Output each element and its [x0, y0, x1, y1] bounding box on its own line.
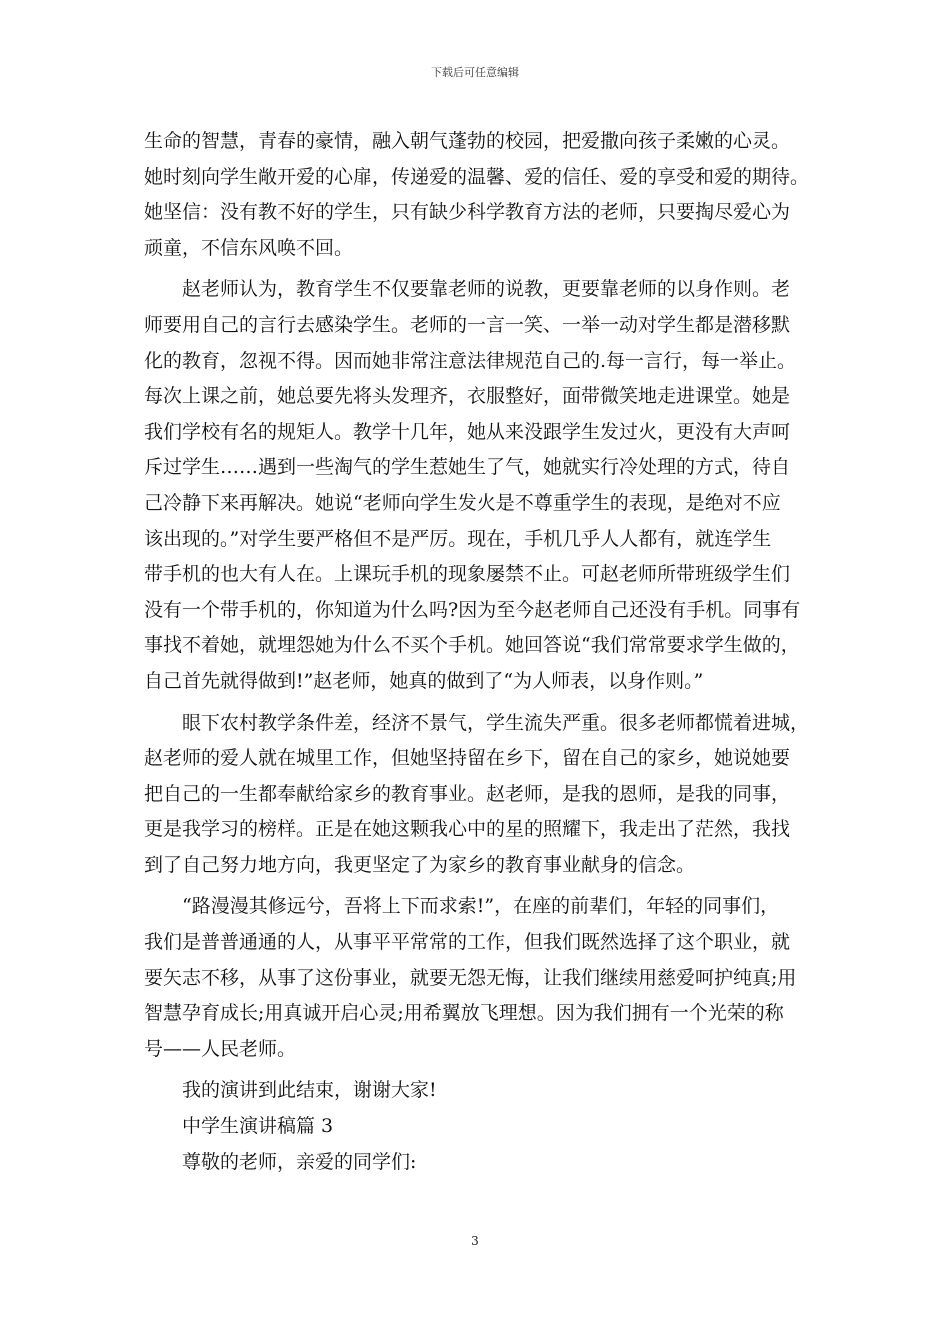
text-line: 她时刻向学生敞开爱的心扉，传递爱的温馨、爱的信任、爱的享受和爱的期待。	[144, 165, 810, 188]
text-line: 事找不着她，就埋怨她为什么不买个手机。她回答说“我们常常要求学生做的，	[144, 634, 800, 657]
page-number: 3	[471, 1234, 479, 1248]
text-line: 斥过学生……遇到一些淘气的学生惹她生了气，她就实行冷处理的方式，待自	[144, 456, 791, 479]
text-line: 到了自己努力地方向，我更坚定了为家乡的教育事业献身的信念。	[144, 853, 696, 876]
text-line: 己冷静下来再解决。她说“老师向学生发火是不尊重学生的表现，是绝对不应	[144, 491, 781, 514]
text-line: 自己首先就得做到!”赵老师，她真的做到了“为人师表，以身作则。”	[144, 669, 704, 692]
page-header: 下载后可任意编辑	[431, 66, 519, 79]
text-line: 把自己的一生都奉献给家乡的教育事业。赵老师，是我的恩师，是我的同事，	[144, 782, 791, 805]
text-line: 更是我学习的榜样。正是在她这颗我心中的星的照耀下，我走出了茫然，我找	[144, 818, 791, 841]
document-body	[144, 124, 820, 1180]
paragraph-first-line: 眼下农村教学条件差，经济不景气，学生流失严重。很多老师都慌着进城，	[182, 711, 810, 734]
text-line: 每次上课之前，她总要先将头发理齐，衣服整好，面带微笑地走进课堂。她是	[144, 385, 791, 408]
text-line: 化的教育，忽视不得。因而她非常注意法律规范自己的.每一言行，每一举止。	[144, 349, 797, 372]
section-heading: 中学生演讲稿篇 3	[182, 1115, 334, 1138]
salutation: 尊敬的老师，亲爱的同学们:	[182, 1150, 417, 1173]
text-line: 我们是普普通通的人，从事平平常常的工作，但我们既然选择了这个职业，就	[144, 931, 791, 954]
text-line: 赵老师的爱人就在城里工作，但她坚持留在乡下，留在自己的家乡，她说她要	[144, 747, 791, 770]
text-line: 生命的智慧，青春的豪情，融入朝气蓬勃的校园，把爱撒向孩子柔嫩的心灵。	[144, 130, 791, 152]
text-line: 我们学校有名的规矩人。教学十几年，她从来没跟学生发过火，更没有大声呵	[144, 420, 791, 443]
text-line: 智慧孕育成长;用真诚开启心灵;用希翼放飞理想。因为我们拥有一个光荣的称	[144, 1002, 784, 1025]
text-line: 没有一个带手机的，你知道为什么吗?因为至今赵老师自己还没有手机。同事有	[144, 598, 801, 621]
text-line: 她坚信：没有教不好的学生，只有缺少科学教育方法的老师，只要掏尽爱心为	[144, 201, 791, 224]
text-line: 号——人民老师。	[144, 1037, 297, 1060]
paragraph-first-line: “路漫漫其修远兮，吾将上下而求索!”，在座的前辈们，年轻的同事们，	[182, 895, 780, 918]
text-line: 师要用自己的言行去感染学生。老师的一言一笑、一举一动对学生都是潜移默	[144, 313, 791, 336]
text-line: 顽童，不信东风唤不回。	[144, 236, 354, 259]
text-line: 要矢志不移，从事了这份事业，就要无怨无悔，让我们继续用慈爱呵护纯真;用	[144, 966, 797, 989]
paragraph-first-line: 赵老师认为，教育学生不仅要靠老师的说教，更要靠老师的以身作则。老	[182, 278, 791, 301]
closing-line: 我的演讲到此结束，谢谢大家!	[182, 1079, 437, 1102]
text-line: 带手机的也大有人在。上课玩手机的现象屡禁不止。可赵老师所带班级学生们	[144, 563, 791, 586]
text-line: 该出现的。”对学生要严格但不是严厉。现在，手机几乎人人都有，就连学生	[144, 527, 772, 550]
